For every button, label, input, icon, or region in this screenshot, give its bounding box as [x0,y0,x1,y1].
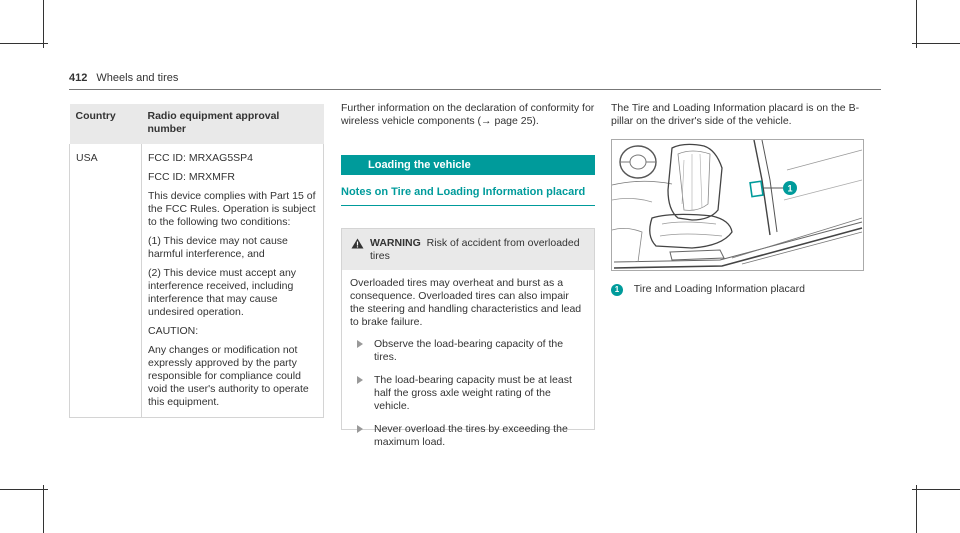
crop-mark [916,0,917,48]
arrow-bullet-icon [357,376,363,384]
list-item [350,338,586,364]
approval-line: (1) This device may not cause harmful interference, and [148,235,288,260]
approval-line: (2) This device must accept any interference received, including interference that may cause undesired operation. [148,267,297,318]
page-number: 412 [69,72,88,84]
crop-mark [43,0,44,48]
approval-line: This device complies with Part 15 of the FCC Rules. Operation is subject to the following two conditions: [148,190,316,228]
figure-caption [611,283,881,296]
subheading: Notes on Tire and Loading Information placard [341,186,595,206]
page-title: Wheels and tires [96,72,179,84]
list-item [350,374,586,413]
placard-location-text: The Tire and Loading Information placard is on the B-pillar on the driver's side of the vehicle. [611,102,860,127]
conformity-intro: Further information on the declaration of conformity for wireless vehicle components (→ page 25). [341,102,595,127]
warning-label: WARNING [370,237,421,249]
bullet-text: Observe the load-bearing capacity of the tires. [374,338,564,363]
warning-body [342,270,594,449]
bullet-text: Never overload the tires by exceeding the maximum load. [374,423,568,448]
crop-mark [43,485,44,533]
crop-mark [916,485,917,533]
callout-number: 1 [787,183,793,194]
table-row [70,144,324,418]
cell-approval [142,144,324,418]
section-title: Loading the vehicle [341,155,595,175]
warning-header [342,229,594,270]
b-pillar-illustration [611,139,864,271]
car-interior-drawing [612,140,864,271]
warning-icon [351,238,364,249]
column-header-approval: Radio equipment approval number [142,104,324,144]
crop-mark [912,489,960,490]
cell-country: USA [70,144,142,418]
radio-approval-table [69,104,324,418]
crop-mark [0,43,48,44]
list-item [350,423,586,449]
caption-text: Tire and Loading Information placard [633,283,805,295]
caption-number-badge: 1 [611,284,623,296]
arrow-bullet-icon [357,340,363,348]
crop-mark [912,43,960,44]
arrow-bullet-icon [357,425,363,433]
approval-line: FCC ID: MRXAG5SP4 [148,152,254,164]
page-header [69,72,881,90]
crop-mark [0,489,48,490]
warning-title: Risk of accident from overloaded tires [370,237,580,262]
approval-line: CAUTION: [148,325,199,337]
bullet-text: The load-bearing capacity must be at least half the gross axle weight rating of the vehicle. [374,374,572,412]
column-header-country: Country [70,104,142,144]
warning-text: Overloaded tires may overheat and burst as a consequence. Overloaded tires can also impair the steering and handling characteristics and lead to brake failure. [350,277,582,328]
warning-box [341,228,595,448]
approval-line: FCC ID: MRXMFR [148,171,235,183]
approval-line: Any changes or modification not expressly approved by the party responsible for compliance could void the user's authority to operate this equipment. [148,344,309,408]
